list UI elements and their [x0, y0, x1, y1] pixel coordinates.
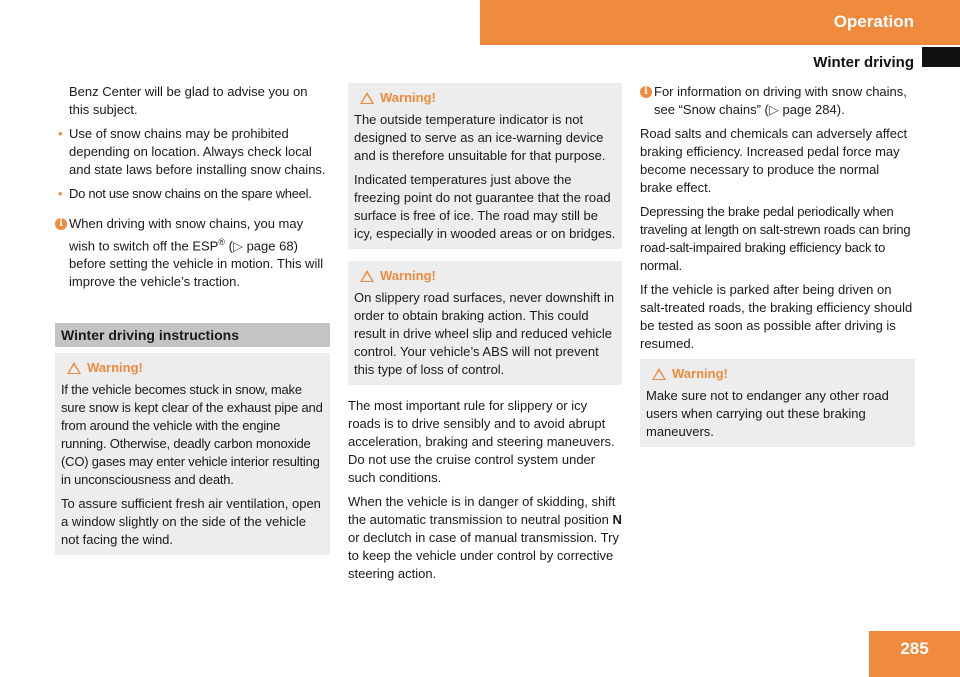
warning-title: Warning! [87, 360, 143, 376]
body-text: or declutch in case of manual transmission. Try to keep the vehicle under control by corrective steering action. [348, 530, 619, 581]
warning-header [61, 359, 324, 377]
warning-box [640, 359, 915, 447]
bullet-item [55, 185, 330, 203]
bullet-dot: • [58, 126, 63, 141]
warning-icon [360, 92, 374, 104]
warning-header [354, 89, 616, 107]
body-paragraph: The most important rule for slippery or icy roads is to drive sensibly and to avoid abrupt acceleration, braking and steering maneuvers. Do not use the cruise control system under such conditions. [348, 398, 615, 485]
page-arrow-icon: ▷ [768, 102, 779, 117]
warning-text: Make sure not to endanger any other road users when carrying out these braking maneuvers. [646, 388, 889, 439]
warning-text: On slippery road surfaces, never downshift in order to obtain braking action. This could result in drive wheel slip and reduced vehicle control. Your vehicle’s ABS will not prevent this type of loss of control. [354, 290, 615, 377]
warning-icon [360, 270, 374, 282]
section-title: Operation [833, 12, 914, 31]
page-number: 285 [869, 631, 960, 677]
info-icon: i [640, 86, 652, 98]
page-arrow-icon: ▷ [232, 238, 243, 254]
column-left [55, 83, 330, 567]
bullet-item [55, 125, 330, 179]
warning-box [55, 353, 330, 555]
warning-text: To assure sufficient fresh air ventilation, open a window slightly on the side of the vehicle not facing the wind. [61, 496, 321, 548]
header-tab-marker [922, 47, 960, 67]
page-reference-link[interactable]: page 284 [782, 102, 837, 117]
warning-header [646, 365, 909, 383]
section-heading: Winter driving instructions [55, 323, 330, 347]
warning-header [354, 267, 616, 285]
registered-mark: ® [218, 237, 225, 247]
info-note: i When driving with snow chains, you may wish to switch off the ESP® (▷ page 68) before setting the vehicle in motion. This will improve the vehicle’s traction. [55, 215, 330, 291]
page-reference-link[interactable]: page 68 [246, 238, 294, 254]
warning-icon [67, 362, 81, 374]
info-note [640, 83, 915, 119]
body-paragraph: Depressing the brake pedal periodically when traveling at length on salt-strewn roads can bring road-salt-impaired braking efficiency back to normal. [640, 204, 911, 273]
bullet-text: Do not use snow chains on the spare wheel. [69, 186, 312, 201]
warning-text: The outside temperature indicator is not designed to serve as an ice-warning device and is therefore unsuitable for that purpose. [354, 112, 606, 163]
warning-text: If the vehicle becomes stuck in snow, make sure snow is kept clear of the exhaust pipe and from around the vehicle with the engine running. Otherwise, deadly carbon monoxide (CO) gases may enter vehicle interior resulting in unconsciousness and death. [61, 382, 323, 488]
warning-box [348, 261, 622, 385]
info-text: before setting the vehicle in motion. This will improve the vehicle’s traction. [69, 256, 324, 290]
warning-title: Warning! [380, 90, 436, 105]
warning-box [348, 83, 622, 249]
warning-title: Warning! [672, 366, 728, 381]
column-middle [348, 83, 622, 589]
body-paragraph: Road salts and chemicals can adversely affect braking efficiency. Increased pedal force may become necessary to produce the normal brake effect. [640, 126, 908, 195]
continued-text: Benz Center will be glad to advise you on this subject. [69, 84, 308, 117]
warning-icon [652, 368, 666, 380]
info-text: When driving with snow chains, you may wish to switch off the ESP [69, 216, 304, 254]
bullet-text: Use of snow chains may be prohibited depending on location. Always check local and state laws before installing snow chains. [69, 126, 326, 177]
warning-text: Indicated temperatures just above the freezing point do not guarantee that the road surface is free of ice. The road may still be icy, especially in wooded areas or on bridges. [354, 172, 616, 241]
bullet-dot: • [58, 186, 63, 201]
body-text: When the vehicle is in danger of skidding, shift the automatic transmission to neutral position [348, 494, 616, 527]
gear-position: N [612, 512, 622, 527]
column-right [640, 83, 915, 459]
warning-title: Warning! [380, 268, 436, 283]
body-paragraph: If the vehicle is parked after being driven on salt-treated roads, the braking efficiency should be tested as soon as possible after driving is resumed. [640, 282, 913, 351]
info-text: For information on driving with snow chains, see “Snow chains” ( [654, 84, 907, 117]
info-icon: i [55, 218, 67, 230]
info-text: ). [836, 102, 845, 117]
subsection-title: Winter driving [813, 54, 914, 71]
body-paragraph [348, 493, 622, 583]
